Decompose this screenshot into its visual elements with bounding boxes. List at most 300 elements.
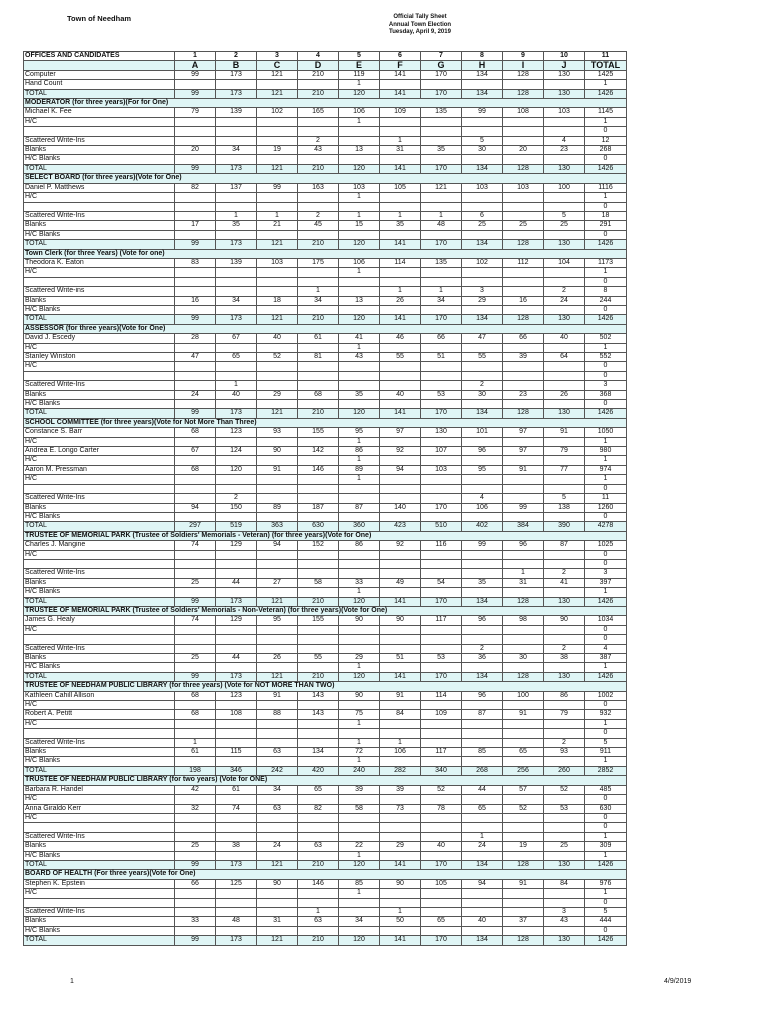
precinct-cell bbox=[503, 663, 544, 672]
table-row bbox=[24, 305, 627, 314]
precinct-cell: 117 bbox=[421, 616, 462, 625]
precinct-cell: 52 bbox=[257, 353, 298, 362]
row-label: Scattered Write-Ins bbox=[24, 907, 175, 916]
precinct-cell bbox=[257, 287, 298, 296]
precinct-cell bbox=[339, 127, 380, 136]
precinct-cell bbox=[339, 559, 380, 568]
precinct-cell: 96 bbox=[462, 447, 503, 456]
precinct-cell bbox=[421, 550, 462, 559]
precinct-cell bbox=[544, 813, 585, 822]
precinct-cell: 17 bbox=[175, 221, 216, 230]
precinct-cell bbox=[257, 343, 298, 352]
precinct-cell bbox=[175, 287, 216, 296]
precinct-cell bbox=[421, 813, 462, 822]
precinct-cell: 40 bbox=[257, 334, 298, 343]
precinct-cell bbox=[421, 202, 462, 211]
precinct-number: 3 bbox=[257, 52, 298, 61]
total-row bbox=[24, 164, 627, 173]
office-header-row bbox=[24, 324, 627, 333]
precinct-cell bbox=[216, 136, 257, 145]
precinct-cell bbox=[216, 230, 257, 239]
table-row bbox=[24, 277, 627, 286]
precinct-cell bbox=[339, 569, 380, 578]
precinct-cell bbox=[257, 588, 298, 597]
precinct-cell: 5 bbox=[544, 211, 585, 220]
precinct-cell bbox=[175, 475, 216, 484]
total-cell: 1145 bbox=[585, 108, 627, 117]
precinct-cell: 52 bbox=[421, 785, 462, 794]
row-label bbox=[24, 202, 175, 211]
total-row bbox=[24, 315, 627, 324]
precinct-cell bbox=[462, 795, 503, 804]
table-row bbox=[24, 258, 627, 267]
precinct-cell: 120 bbox=[339, 672, 380, 681]
total-cell: 1 bbox=[585, 757, 627, 766]
precinct-cell: 96 bbox=[503, 541, 544, 550]
total-cell: 4278 bbox=[585, 522, 627, 531]
precinct-cell: 384 bbox=[503, 522, 544, 531]
precinct-cell: 65 bbox=[503, 748, 544, 757]
precinct-cell bbox=[175, 851, 216, 860]
precinct-letter: I bbox=[503, 61, 544, 70]
precinct-cell: 141 bbox=[380, 672, 421, 681]
precinct-cell bbox=[462, 371, 503, 380]
precinct-cell bbox=[421, 512, 462, 521]
total-cell: 1426 bbox=[585, 315, 627, 324]
total-cell: 244 bbox=[585, 296, 627, 305]
total-cell: 0 bbox=[585, 230, 627, 239]
precinct-cell bbox=[421, 362, 462, 371]
precinct-cell bbox=[380, 277, 421, 286]
precinct-cell: 103 bbox=[503, 183, 544, 192]
precinct-cell bbox=[175, 136, 216, 145]
precinct-cell bbox=[298, 851, 339, 860]
precinct-cell bbox=[175, 362, 216, 371]
precinct-cell bbox=[216, 701, 257, 710]
precinct-cell: 1 bbox=[380, 907, 421, 916]
precinct-cell bbox=[216, 663, 257, 672]
total-cell: 0 bbox=[585, 795, 627, 804]
precinct-cell bbox=[257, 117, 298, 126]
row-label bbox=[24, 635, 175, 644]
precinct-cell: 115 bbox=[216, 748, 257, 757]
total-cell: 268 bbox=[585, 146, 627, 155]
precinct-cell: 240 bbox=[339, 766, 380, 775]
row-label: Blanks bbox=[24, 578, 175, 587]
total-cell: 3 bbox=[585, 569, 627, 578]
precinct-cell: 91 bbox=[503, 465, 544, 474]
precinct-cell bbox=[421, 795, 462, 804]
row-label: TOTAL bbox=[24, 766, 175, 775]
precinct-number: 6 bbox=[380, 52, 421, 61]
precinct-cell bbox=[257, 230, 298, 239]
precinct-cell bbox=[298, 305, 339, 314]
precinct-cell bbox=[380, 343, 421, 352]
precinct-cell bbox=[503, 738, 544, 747]
precinct-cell: 1 bbox=[339, 719, 380, 728]
precinct-cell bbox=[462, 343, 503, 352]
precinct-cell bbox=[544, 305, 585, 314]
row-label: H/C Blanks bbox=[24, 512, 175, 521]
precinct-cell: 402 bbox=[462, 522, 503, 531]
precinct-cell: 128 bbox=[503, 409, 544, 418]
precinct-cell bbox=[503, 456, 544, 465]
precinct-cell bbox=[503, 701, 544, 710]
precinct-cell bbox=[175, 343, 216, 352]
precinct-cell bbox=[298, 155, 339, 164]
precinct-cell: 16 bbox=[175, 296, 216, 305]
precinct-cell bbox=[462, 193, 503, 202]
precinct-cell: 81 bbox=[298, 353, 339, 362]
precinct-cell: 97 bbox=[503, 428, 544, 437]
row-label: Stanley Winston bbox=[24, 353, 175, 362]
precinct-cell bbox=[503, 400, 544, 409]
total-cell: 0 bbox=[585, 277, 627, 286]
precinct-cell: 1 bbox=[339, 889, 380, 898]
precinct-cell: 109 bbox=[380, 108, 421, 117]
total-cell: 0 bbox=[585, 625, 627, 634]
precinct-cell bbox=[216, 569, 257, 578]
precinct-cell: 143 bbox=[298, 710, 339, 719]
row-label: Scattered Write-Ins bbox=[24, 832, 175, 841]
precinct-cell bbox=[175, 437, 216, 446]
precinct-cell: 152 bbox=[298, 541, 339, 550]
precinct-cell: 99 bbox=[175, 860, 216, 869]
total-cell: 1173 bbox=[585, 258, 627, 267]
precinct-cell: 18 bbox=[257, 296, 298, 305]
total-cell: 485 bbox=[585, 785, 627, 794]
precinct-cell: 35 bbox=[339, 390, 380, 399]
precinct-cell bbox=[421, 305, 462, 314]
precinct-cell: 25 bbox=[175, 654, 216, 663]
precinct-cell bbox=[216, 832, 257, 841]
precinct-cell: 91 bbox=[544, 428, 585, 437]
precinct-cell bbox=[503, 635, 544, 644]
total-cell: 0 bbox=[585, 512, 627, 521]
precinct-cell: 34 bbox=[257, 785, 298, 794]
precinct-cell: 120 bbox=[339, 860, 380, 869]
table-row bbox=[24, 738, 627, 747]
precinct-cell: 1 bbox=[339, 475, 380, 484]
row-label bbox=[24, 898, 175, 907]
precinct-cell bbox=[257, 907, 298, 916]
precinct-cell: 40 bbox=[216, 390, 257, 399]
row-label: H/C bbox=[24, 343, 175, 352]
precinct-cell: 134 bbox=[462, 597, 503, 606]
precinct-cell bbox=[339, 907, 380, 916]
precinct-cell: 99 bbox=[175, 597, 216, 606]
precinct-cell bbox=[257, 625, 298, 634]
precinct-cell bbox=[421, 559, 462, 568]
total-cell: 1 bbox=[585, 475, 627, 484]
row-label: Scattered Write-Ins bbox=[24, 569, 175, 578]
precinct-cell: 363 bbox=[257, 522, 298, 531]
precinct-cell bbox=[462, 400, 503, 409]
precinct-cell bbox=[298, 550, 339, 559]
precinct-cell: 2 bbox=[216, 494, 257, 503]
precinct-cell: 198 bbox=[175, 766, 216, 775]
precinct-cell bbox=[257, 719, 298, 728]
precinct-cell: 146 bbox=[298, 879, 339, 888]
precinct-cell bbox=[216, 456, 257, 465]
office-title: TRUSTEE OF MEMORIAL PARK (Trustee of Soldiers' Memorials - Non-Veteran) (for three years)(Vote for One) bbox=[24, 606, 627, 615]
total-cell: 1 bbox=[585, 193, 627, 202]
precinct-cell: 519 bbox=[216, 522, 257, 531]
precinct-cell: 173 bbox=[216, 164, 257, 173]
row-label: H/C Blanks bbox=[24, 757, 175, 766]
table-row bbox=[24, 371, 627, 380]
precinct-cell bbox=[257, 832, 298, 841]
precinct-cell bbox=[298, 738, 339, 747]
precinct-cell: 95 bbox=[339, 428, 380, 437]
precinct-cell: 68 bbox=[175, 465, 216, 474]
precinct-cell bbox=[503, 926, 544, 935]
precinct-cell: 94 bbox=[380, 465, 421, 474]
precinct-cell bbox=[175, 588, 216, 597]
precinct-cell bbox=[216, 625, 257, 634]
table-row bbox=[24, 823, 627, 832]
table-row bbox=[24, 390, 627, 399]
precinct-cell bbox=[544, 701, 585, 710]
precinct-cell: 29 bbox=[380, 842, 421, 851]
table-row bbox=[24, 503, 627, 512]
precinct-cell bbox=[380, 569, 421, 578]
precinct-cell: 135 bbox=[421, 258, 462, 267]
precinct-cell: 210 bbox=[298, 240, 339, 249]
total-cell: 0 bbox=[585, 559, 627, 568]
table-row bbox=[24, 588, 627, 597]
precinct-letter: C bbox=[257, 61, 298, 70]
precinct-cell: 84 bbox=[544, 879, 585, 888]
precinct-letter: E bbox=[339, 61, 380, 70]
precinct-cell bbox=[380, 362, 421, 371]
precinct-cell bbox=[257, 701, 298, 710]
precinct-cell: 63 bbox=[257, 748, 298, 757]
precinct-cell: 87 bbox=[544, 541, 585, 550]
precinct-cell bbox=[462, 268, 503, 277]
precinct-cell: 103 bbox=[339, 183, 380, 192]
precinct-cell: 29 bbox=[462, 296, 503, 305]
tally-table bbox=[23, 51, 627, 946]
row-label: Blanks bbox=[24, 748, 175, 757]
table-row bbox=[24, 644, 627, 653]
precinct-cell bbox=[380, 719, 421, 728]
table-row bbox=[24, 710, 627, 719]
precinct-cell bbox=[503, 729, 544, 738]
precinct-cell bbox=[421, 437, 462, 446]
precinct-cell: 210 bbox=[298, 70, 339, 79]
precinct-cell bbox=[175, 907, 216, 916]
precinct-cell bbox=[175, 484, 216, 493]
precinct-cell: 97 bbox=[380, 428, 421, 437]
precinct-cell: 121 bbox=[257, 164, 298, 173]
precinct-cell: 134 bbox=[462, 70, 503, 79]
precinct-cell bbox=[380, 559, 421, 568]
precinct-cell bbox=[544, 832, 585, 841]
office-title: ASSESSOR (for three years)(Vote for One) bbox=[24, 324, 627, 333]
precinct-cell bbox=[380, 127, 421, 136]
precinct-cell bbox=[257, 512, 298, 521]
blank-cell bbox=[24, 61, 175, 70]
precinct-cell: 155 bbox=[298, 616, 339, 625]
precinct-cell bbox=[380, 437, 421, 446]
precinct-cell bbox=[175, 832, 216, 841]
precinct-cell: 120 bbox=[339, 89, 380, 98]
precinct-cell: 92 bbox=[380, 541, 421, 550]
precinct-cell: 134 bbox=[462, 164, 503, 173]
precinct-cell: 20 bbox=[503, 146, 544, 155]
precinct-cell: 26 bbox=[380, 296, 421, 305]
precinct-cell bbox=[175, 569, 216, 578]
precinct-cell: 86 bbox=[339, 541, 380, 550]
table-row bbox=[24, 879, 627, 888]
precinct-cell bbox=[503, 371, 544, 380]
precinct-cell: 297 bbox=[175, 522, 216, 531]
election-date: Tuesday, April 9, 2019 bbox=[389, 29, 451, 35]
total-cell: 1260 bbox=[585, 503, 627, 512]
precinct-cell: 121 bbox=[257, 315, 298, 324]
precinct-cell: 630 bbox=[298, 522, 339, 531]
precinct-cell bbox=[339, 644, 380, 653]
precinct-cell bbox=[339, 136, 380, 145]
total-cell: 1050 bbox=[585, 428, 627, 437]
precinct-cell: 130 bbox=[544, 164, 585, 173]
row-label: H/C bbox=[24, 117, 175, 126]
precinct-cell bbox=[175, 155, 216, 164]
precinct-cell: 58 bbox=[339, 804, 380, 813]
precinct-cell: 103 bbox=[462, 183, 503, 192]
total-cell: 980 bbox=[585, 447, 627, 456]
office-header-row bbox=[24, 682, 627, 691]
total-cell: 0 bbox=[585, 635, 627, 644]
total-cell: 444 bbox=[585, 917, 627, 926]
precinct-cell: 94 bbox=[175, 503, 216, 512]
precinct-cell bbox=[257, 813, 298, 822]
total-cell: 8 bbox=[585, 287, 627, 296]
precinct-cell: 1 bbox=[339, 343, 380, 352]
precinct-letter: G bbox=[421, 61, 462, 70]
total-cell: 630 bbox=[585, 804, 627, 813]
precinct-cell: 49 bbox=[380, 578, 421, 587]
total-cell: 0 bbox=[585, 823, 627, 832]
row-label: H/C bbox=[24, 193, 175, 202]
row-label: Blanks bbox=[24, 654, 175, 663]
precinct-cell: 1 bbox=[380, 211, 421, 220]
precinct-cell: 130 bbox=[544, 672, 585, 681]
precinct-cell bbox=[175, 644, 216, 653]
precinct-cell: 2 bbox=[544, 569, 585, 578]
table-row bbox=[24, 569, 627, 578]
table-row bbox=[24, 334, 627, 343]
precinct-cell bbox=[257, 437, 298, 446]
total-cell: 1426 bbox=[585, 860, 627, 869]
precinct-cell: 510 bbox=[421, 522, 462, 531]
precinct-cell: 39 bbox=[503, 353, 544, 362]
total-cell: 1034 bbox=[585, 616, 627, 625]
table-row bbox=[24, 465, 627, 474]
town-name: Town of Needham bbox=[67, 14, 132, 23]
precinct-cell: 150 bbox=[216, 503, 257, 512]
precinct-cell bbox=[544, 757, 585, 766]
precinct-cell: 210 bbox=[298, 164, 339, 173]
precinct-cell bbox=[339, 287, 380, 296]
table-row bbox=[24, 447, 627, 456]
precinct-number-row bbox=[24, 52, 627, 61]
total-cell: 1 bbox=[585, 343, 627, 352]
table-row bbox=[24, 926, 627, 935]
precinct-cell bbox=[175, 813, 216, 822]
precinct-cell: 1 bbox=[339, 456, 380, 465]
total-cell: 291 bbox=[585, 221, 627, 230]
table-row bbox=[24, 578, 627, 587]
precinct-cell: 36 bbox=[462, 654, 503, 663]
precinct-cell bbox=[298, 701, 339, 710]
table-row bbox=[24, 456, 627, 465]
precinct-cell bbox=[462, 475, 503, 484]
precinct-cell: 25 bbox=[175, 842, 216, 851]
precinct-cell: 1 bbox=[339, 193, 380, 202]
precinct-cell: 141 bbox=[380, 409, 421, 418]
precinct-cell bbox=[462, 512, 503, 521]
total-cell: 12 bbox=[585, 136, 627, 145]
row-label: H/C bbox=[24, 719, 175, 728]
precinct-cell: 33 bbox=[339, 578, 380, 587]
table-row bbox=[24, 813, 627, 822]
precinct-cell: 61 bbox=[298, 334, 339, 343]
precinct-cell bbox=[544, 456, 585, 465]
precinct-cell: 22 bbox=[339, 842, 380, 851]
precinct-cell bbox=[216, 400, 257, 409]
precinct-cell: 99 bbox=[175, 315, 216, 324]
precinct-cell bbox=[298, 437, 339, 446]
precinct-cell: 100 bbox=[544, 183, 585, 192]
election-name: Annual Town Election bbox=[388, 21, 452, 28]
precinct-cell bbox=[503, 343, 544, 352]
precinct-cell: 130 bbox=[544, 936, 585, 945]
precinct-cell bbox=[339, 371, 380, 380]
precinct-cell: 58 bbox=[298, 578, 339, 587]
table-row bbox=[24, 428, 627, 437]
precinct-cell: 65 bbox=[216, 353, 257, 362]
precinct-cell bbox=[216, 907, 257, 916]
precinct-cell bbox=[298, 635, 339, 644]
precinct-cell bbox=[421, 268, 462, 277]
precinct-cell bbox=[175, 898, 216, 907]
precinct-cell: 1 bbox=[175, 738, 216, 747]
total-cell: 1025 bbox=[585, 541, 627, 550]
table-row bbox=[24, 146, 627, 155]
precinct-cell: 15 bbox=[339, 221, 380, 230]
precinct-cell bbox=[380, 832, 421, 841]
total-cell: 368 bbox=[585, 390, 627, 399]
precinct-cell bbox=[421, 898, 462, 907]
row-label: Hand Count bbox=[24, 80, 175, 89]
precinct-cell bbox=[462, 823, 503, 832]
row-label: Scattered Write-Ins bbox=[24, 381, 175, 390]
row-label: Aaron M. Pressman bbox=[24, 465, 175, 474]
table-row bbox=[24, 155, 627, 164]
row-label: Kathleen Cahill Allison bbox=[24, 691, 175, 700]
precinct-number: 5 bbox=[339, 52, 380, 61]
precinct-cell bbox=[298, 795, 339, 804]
precinct-cell: 420 bbox=[298, 766, 339, 775]
precinct-cell: 13 bbox=[339, 296, 380, 305]
precinct-cell: 51 bbox=[380, 654, 421, 663]
precinct-cell bbox=[175, 211, 216, 220]
precinct-cell bbox=[503, 287, 544, 296]
precinct-cell bbox=[544, 851, 585, 860]
precinct-cell: 100 bbox=[503, 691, 544, 700]
